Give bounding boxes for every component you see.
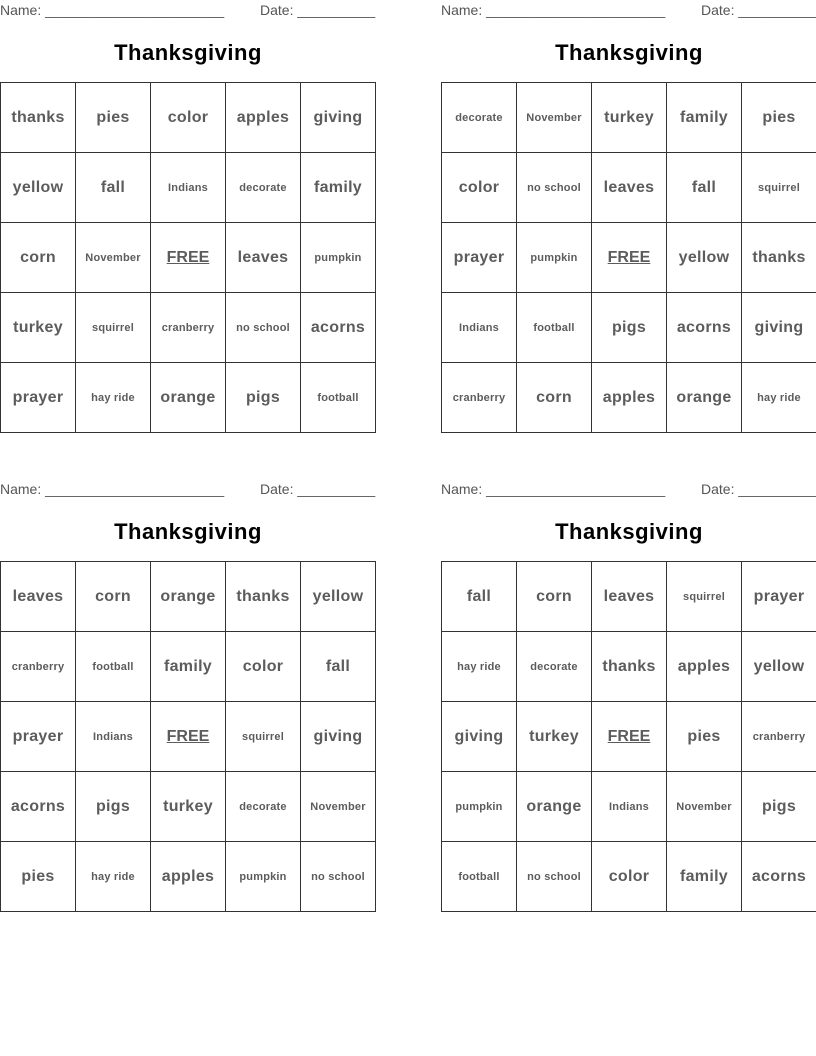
grid-row (1, 153, 376, 223)
bingo-grid (0, 561, 376, 912)
bingo-cell: Indians (442, 293, 517, 363)
card-title: Thanksgiving (555, 519, 703, 544)
bingo-cell: prayer (1, 702, 76, 772)
bingo-cell: acorns (742, 842, 816, 912)
bingo-cell: orange (517, 772, 592, 842)
bingo-card-4 (441, 479, 816, 915)
grid-row (1, 842, 376, 912)
bingo-cell: pigs (76, 772, 151, 842)
bingo-cell: thanks (1, 83, 76, 153)
bingo-cell: hay ride (442, 632, 517, 702)
bingo-cell: apples (667, 632, 742, 702)
bingo-cell: corn (1, 223, 76, 293)
free-space: FREE (151, 702, 226, 772)
grid-row (442, 842, 816, 912)
date-field: Date: __________ (701, 2, 816, 18)
card-title: Thanksgiving (114, 519, 262, 544)
bingo-cell: pumpkin (517, 223, 592, 293)
card-title: Thanksgiving (555, 40, 703, 65)
grid-row (1, 363, 376, 433)
bingo-cell: acorns (1, 772, 76, 842)
bingo-cell: family (301, 153, 376, 223)
bingo-cell: apples (592, 363, 667, 433)
grid-row (442, 562, 816, 632)
bingo-cell: acorns (667, 293, 742, 363)
bingo-cell: fall (301, 632, 376, 702)
grid-row (442, 363, 816, 433)
bingo-cell: football (301, 363, 376, 433)
bingo-cell: turkey (1, 293, 76, 363)
free-space: FREE (151, 223, 226, 293)
bingo-cell: pumpkin (442, 772, 517, 842)
bingo-cell: turkey (517, 702, 592, 772)
grid-row (1, 83, 376, 153)
grid-row (1, 562, 376, 632)
bingo-cell: pies (76, 83, 151, 153)
bingo-cell: no school (517, 153, 592, 223)
bingo-grid (0, 82, 376, 433)
bingo-cell: color (592, 842, 667, 912)
grid-row (442, 632, 816, 702)
name-field: Name: _______________________ (0, 481, 225, 497)
grid-row (1, 772, 376, 842)
bingo-cell: fall (76, 153, 151, 223)
bingo-cell: decorate (226, 772, 301, 842)
card-title: Thanksgiving (114, 40, 262, 65)
bingo-cell: decorate (442, 83, 517, 153)
bingo-cell: November (76, 223, 151, 293)
bingo-grid (441, 561, 816, 912)
bingo-cell: pies (667, 702, 742, 772)
bingo-cell: no school (226, 293, 301, 363)
bingo-cell: no school (301, 842, 376, 912)
bingo-cell: orange (151, 562, 226, 632)
bingo-cell: hay ride (76, 363, 151, 433)
bingo-cell: November (667, 772, 742, 842)
grid-row (1, 702, 376, 772)
bingo-cell: leaves (226, 223, 301, 293)
bingo-cell: corn (517, 363, 592, 433)
name-field: Name: _______________________ (441, 2, 666, 18)
bingo-cell: football (517, 293, 592, 363)
bingo-cell: orange (151, 363, 226, 433)
card-header (441, 2, 816, 20)
grid-row (442, 772, 816, 842)
bingo-cell: fall (667, 153, 742, 223)
bingo-cell: thanks (742, 223, 816, 293)
bingo-cell: pumpkin (226, 842, 301, 912)
bingo-cell: yellow (667, 223, 742, 293)
bingo-cell: November (301, 772, 376, 842)
bingo-cell: orange (667, 363, 742, 433)
free-space: FREE (592, 702, 667, 772)
card-header (0, 481, 376, 499)
bingo-cell: apples (226, 83, 301, 153)
bingo-grid (441, 82, 816, 433)
bingo-cell: apples (151, 842, 226, 912)
date-field: Date: __________ (260, 2, 376, 18)
bingo-cell: hay ride (76, 842, 151, 912)
bingo-cell: Indians (592, 772, 667, 842)
bingo-cell: prayer (442, 223, 517, 293)
bingo-cell: pies (742, 83, 816, 153)
bingo-cell: November (517, 83, 592, 153)
name-field: Name: _______________________ (0, 2, 225, 18)
bingo-cell: thanks (592, 632, 667, 702)
bingo-cell: hay ride (742, 363, 816, 433)
card-header (441, 481, 816, 499)
grid-row (1, 223, 376, 293)
name-field: Name: _______________________ (441, 481, 666, 497)
grid-row (1, 632, 376, 702)
bingo-card-3 (0, 479, 376, 915)
bingo-cell: giving (301, 83, 376, 153)
bingo-cell: fall (442, 562, 517, 632)
bingo-cell: giving (301, 702, 376, 772)
grid-row (1, 293, 376, 363)
bingo-cell: pigs (742, 772, 816, 842)
bingo-cell: yellow (301, 562, 376, 632)
bingo-cell: prayer (742, 562, 816, 632)
bingo-cell: giving (742, 293, 816, 363)
bingo-cell: leaves (592, 562, 667, 632)
bingo-cell: family (667, 842, 742, 912)
bingo-cell: prayer (1, 363, 76, 433)
bingo-cell: cranberry (151, 293, 226, 363)
grid-row (442, 83, 816, 153)
grid-row (442, 223, 816, 293)
grid-row (442, 153, 816, 223)
bingo-cell: turkey (151, 772, 226, 842)
bingo-cell: acorns (301, 293, 376, 363)
bingo-cell: cranberry (1, 632, 76, 702)
bingo-cell: leaves (592, 153, 667, 223)
bingo-cell: decorate (517, 632, 592, 702)
bingo-cell: cranberry (742, 702, 816, 772)
bingo-cell: color (226, 632, 301, 702)
bingo-cell: football (76, 632, 151, 702)
bingo-cell: corn (517, 562, 592, 632)
bingo-card-2 (441, 0, 816, 436)
bingo-cell: family (151, 632, 226, 702)
date-field: Date: __________ (260, 481, 376, 497)
bingo-cell: leaves (1, 562, 76, 632)
bingo-cell: pigs (226, 363, 301, 433)
grid-row (442, 702, 816, 772)
bingo-cell: squirrel (667, 562, 742, 632)
grid-row (442, 293, 816, 363)
bingo-cell: cranberry (442, 363, 517, 433)
bingo-cell: thanks (226, 562, 301, 632)
bingo-cell: decorate (226, 153, 301, 223)
bingo-cell: color (151, 83, 226, 153)
bingo-cell: family (667, 83, 742, 153)
bingo-cell: squirrel (76, 293, 151, 363)
bingo-cell: giving (442, 702, 517, 772)
bingo-cell: yellow (742, 632, 816, 702)
bingo-cell: squirrel (742, 153, 816, 223)
card-header (0, 2, 376, 20)
bingo-cell: corn (76, 562, 151, 632)
bingo-cell: yellow (1, 153, 76, 223)
bingo-cell: no school (517, 842, 592, 912)
bingo-cell: Indians (151, 153, 226, 223)
bingo-cell: color (442, 153, 517, 223)
bingo-cell: football (442, 842, 517, 912)
bingo-card-1 (0, 0, 376, 436)
date-field: Date: __________ (701, 481, 816, 497)
free-space: FREE (592, 223, 667, 293)
bingo-cell: pies (1, 842, 76, 912)
bingo-cell: turkey (592, 83, 667, 153)
bingo-cell: squirrel (226, 702, 301, 772)
bingo-cell: pumpkin (301, 223, 376, 293)
bingo-cell: Indians (76, 702, 151, 772)
bingo-cell: pigs (592, 293, 667, 363)
